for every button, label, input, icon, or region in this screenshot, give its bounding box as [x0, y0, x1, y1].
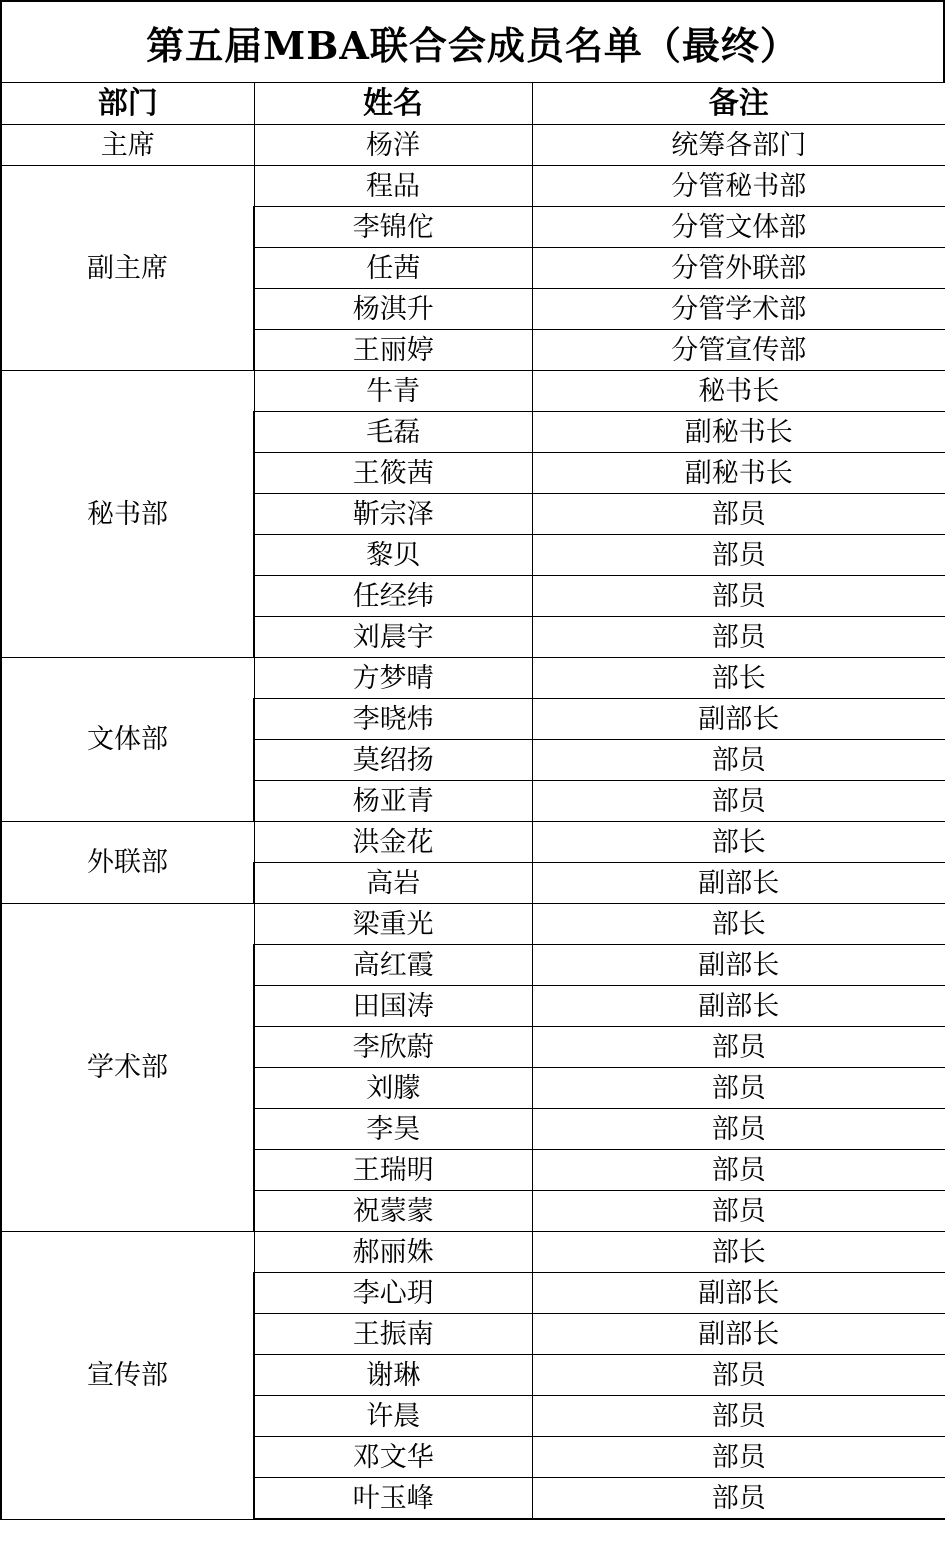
member-note-cell: 副秘书长	[532, 453, 945, 494]
member-note-cell: 部员	[532, 1068, 945, 1109]
member-name-cell: 梁重光	[254, 904, 532, 945]
member-note-cell: 统筹各部门	[532, 125, 945, 166]
member-note-cell: 部员	[532, 1027, 945, 1068]
member-name-cell: 郝丽姝	[254, 1232, 532, 1273]
member-name-cell: 杨洋	[254, 125, 532, 166]
member-name-cell: 毛磊	[254, 412, 532, 453]
member-name-cell: 高岩	[254, 863, 532, 904]
member-note-cell: 部员	[532, 781, 945, 822]
member-note-cell: 分管外联部	[532, 248, 945, 289]
department-cell: 副主席	[1, 166, 254, 371]
department-cell: 宣传部	[1, 1232, 254, 1520]
member-name-cell: 李晓炜	[254, 699, 532, 740]
member-note-cell: 部员	[532, 617, 945, 658]
member-note-cell: 副部长	[532, 863, 945, 904]
member-note-cell: 分管文体部	[532, 207, 945, 248]
member-name-cell: 方梦晴	[254, 658, 532, 699]
member-note-cell: 部长	[532, 1232, 945, 1273]
member-name-cell: 李心玥	[254, 1273, 532, 1314]
member-name-cell: 黎贝	[254, 535, 532, 576]
department-cell: 主席	[1, 125, 254, 166]
table-row	[1, 904, 945, 945]
member-name-cell: 刘晨宇	[254, 617, 532, 658]
member-name-cell: 牛青	[254, 371, 532, 412]
table-row	[1, 371, 945, 412]
member-name-cell: 王筱茜	[254, 453, 532, 494]
member-name-cell: 王振南	[254, 1314, 532, 1355]
department-cell: 外联部	[1, 822, 254, 904]
member-note-cell: 副部长	[532, 945, 945, 986]
member-note-cell: 部长	[532, 658, 945, 699]
member-note-cell: 部员	[532, 535, 945, 576]
member-note-cell: 副部长	[532, 1273, 945, 1314]
header-dept: 部门	[1, 83, 254, 125]
member-name-cell: 李欣蔚	[254, 1027, 532, 1068]
member-name-cell: 谢琳	[254, 1355, 532, 1396]
member-name-cell: 靳宗泽	[254, 494, 532, 535]
member-note-cell: 副部长	[532, 1314, 945, 1355]
member-note-cell: 部长	[532, 822, 945, 863]
member-name-cell: 任经纬	[254, 576, 532, 617]
member-note-cell: 副部长	[532, 699, 945, 740]
department-cell: 文体部	[1, 658, 254, 822]
member-note-cell: 部员	[532, 1396, 945, 1437]
member-name-cell: 程品	[254, 166, 532, 207]
member-note-cell: 部员	[532, 1150, 945, 1191]
table-row	[1, 658, 945, 699]
member-name-cell: 洪金花	[254, 822, 532, 863]
member-note-cell: 部员	[532, 1437, 945, 1478]
header-name: 姓名	[254, 83, 532, 125]
member-note-cell: 部员	[532, 1109, 945, 1150]
roster-body	[1, 125, 945, 1520]
member-note-cell: 部员	[532, 1355, 945, 1396]
member-note-cell: 部员	[532, 494, 945, 535]
member-name-cell: 任茜	[254, 248, 532, 289]
member-name-cell: 李锦佗	[254, 207, 532, 248]
member-note-cell: 分管学术部	[532, 289, 945, 330]
member-note-cell: 部员	[532, 1478, 945, 1520]
member-note-cell: 部员	[532, 576, 945, 617]
department-cell: 秘书部	[1, 371, 254, 658]
member-name-cell: 李昊	[254, 1109, 532, 1150]
roster-table	[0, 82, 945, 1520]
table-row	[1, 822, 945, 863]
table-row	[1, 125, 945, 166]
member-note-cell: 副秘书长	[532, 412, 945, 453]
member-name-cell: 莫绍扬	[254, 740, 532, 781]
table-row	[1, 1232, 945, 1273]
header-row	[1, 83, 945, 125]
member-note-cell: 部员	[532, 1191, 945, 1232]
member-name-cell: 高红霞	[254, 945, 532, 986]
member-name-cell: 田国涛	[254, 986, 532, 1027]
member-note-cell: 部员	[532, 740, 945, 781]
member-name-cell: 许晨	[254, 1396, 532, 1437]
member-name-cell: 王丽婷	[254, 330, 532, 371]
department-cell: 学术部	[1, 904, 254, 1232]
member-name-cell: 王瑞明	[254, 1150, 532, 1191]
member-name-cell: 邓文华	[254, 1437, 532, 1478]
header-note: 备注	[532, 83, 945, 125]
member-name-cell: 杨淇升	[254, 289, 532, 330]
table-row	[1, 166, 945, 207]
member-name-cell: 刘朦	[254, 1068, 532, 1109]
member-name-cell: 叶玉峰	[254, 1478, 532, 1520]
document-title: 第五届MBA联合会成员名单（最终）	[0, 0, 945, 83]
member-note-cell: 秘书长	[532, 371, 945, 412]
member-name-cell: 杨亚青	[254, 781, 532, 822]
member-note-cell: 分管秘书部	[532, 166, 945, 207]
member-note-cell: 部长	[532, 904, 945, 945]
member-note-cell: 分管宣传部	[532, 330, 945, 371]
member-name-cell: 祝蒙蒙	[254, 1191, 532, 1232]
member-note-cell: 副部长	[532, 986, 945, 1027]
